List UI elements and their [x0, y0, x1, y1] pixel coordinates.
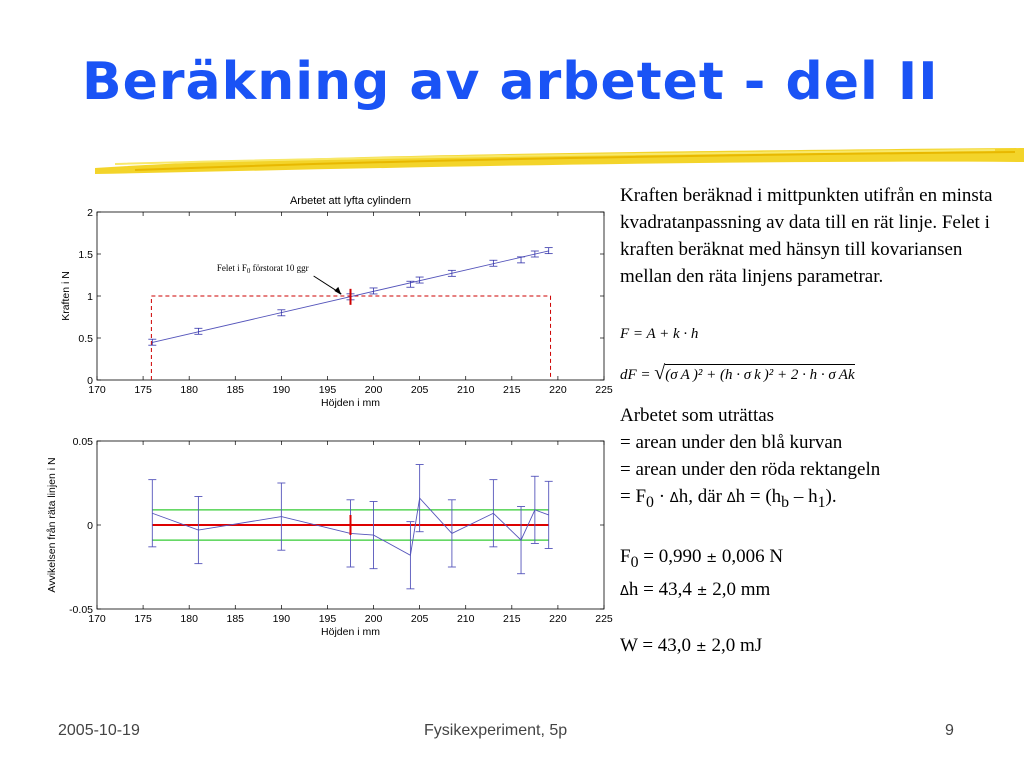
- y-axis-label: Kraften i N: [60, 271, 72, 321]
- w4b: ·: [653, 486, 670, 507]
- y-tick-label: 0.05: [72, 436, 93, 448]
- work-text: [620, 402, 1000, 661]
- formula-error-lhs: dF =: [620, 367, 655, 383]
- w4sub: 0: [646, 493, 654, 511]
- x-tick-label: 215: [503, 384, 521, 396]
- r1a: F: [620, 545, 631, 567]
- y-tick-label: 0.5: [78, 333, 93, 345]
- spacer: [620, 516, 1000, 543]
- w4sub3: 1: [817, 493, 826, 511]
- formula-force: F = A + k · h: [620, 326, 699, 342]
- r3a: W = 43,0: [620, 634, 696, 656]
- w4c: h, där: [678, 486, 727, 507]
- w4f: ).: [825, 486, 837, 507]
- red-rectangle: [151, 296, 550, 380]
- x-tick-label: 190: [272, 384, 291, 396]
- x-axis-label: Höjden i mm: [321, 397, 380, 409]
- work-line-2: = arean under den blå kurvan: [620, 432, 843, 453]
- plus-minus-icon: ±: [706, 550, 718, 566]
- x-tick-label: 185: [226, 613, 245, 625]
- x-tick-label: 175: [134, 613, 152, 625]
- plus-minus-icon: ±: [695, 639, 707, 655]
- chart-title: Arbetet att lyfta cylindern: [289, 195, 412, 207]
- x-tick-label: 170: [88, 384, 106, 396]
- result-height: [620, 576, 1000, 605]
- x-tick-label: 215: [503, 613, 521, 625]
- y-tick-label: 0: [87, 375, 93, 387]
- explanation-text: [620, 182, 1000, 290]
- force-chart: [40, 185, 620, 420]
- r1sub: 0: [630, 553, 639, 571]
- formula-error-body: (σ A )² + (h · σ k )² + 2 · h · σ Ak: [665, 364, 854, 383]
- x-tick-label: 200: [364, 613, 383, 625]
- x-axis-label: Höjden i mm: [321, 626, 380, 638]
- w4a: = F: [620, 486, 647, 507]
- work-line-4: [620, 483, 1000, 516]
- r1c: 0,006 N: [717, 545, 784, 567]
- x-tick-label: 220: [549, 384, 567, 396]
- x-tick-label: 205: [410, 384, 429, 396]
- y-tick-label: 1: [87, 291, 93, 303]
- y-tick-label: 0: [87, 520, 93, 532]
- work-line-3: = arean under den röda rektangeln: [620, 459, 881, 480]
- r2b: h = 43,4: [628, 578, 697, 600]
- footer-course: Fysikexperiment, 5p: [424, 722, 568, 739]
- yellow-brush-underline: [95, 140, 1024, 180]
- r1b: = 0,990: [638, 545, 707, 567]
- x-tick-label: 210: [456, 613, 475, 625]
- sqrt-sign: √: [654, 362, 666, 384]
- x-tick-label: 190: [272, 613, 291, 625]
- footer-date: 2005-10-19: [58, 722, 140, 739]
- r2c: 2,0 mm: [707, 578, 771, 600]
- result-force: [620, 543, 1000, 576]
- x-tick-label: 225: [595, 613, 613, 625]
- x-tick-label: 220: [549, 613, 567, 625]
- x-tick-label: 195: [318, 384, 337, 396]
- x-tick-label: 195: [318, 613, 337, 625]
- explanation-paragraph: Kraften beräknad i mittpunkten utifrån en minsta kvadratanpassning av data till en rät linje. Felet i kraften beräknat med hänsyn till kovariansen mellan den räta linjens parametrar.: [620, 185, 993, 287]
- x-tick-label: 210: [456, 384, 475, 396]
- force-chart-svg: [40, 185, 620, 420]
- x-tick-label: 200: [364, 384, 383, 396]
- delta-icon: Δ: [669, 491, 679, 506]
- x-tick-label: 180: [180, 384, 198, 396]
- x-tick-label: 185: [226, 384, 245, 396]
- annotation-text: Felet i $F_0$ förstorat 10 ggr: [216, 263, 309, 275]
- x-tick-label: 225: [595, 384, 613, 396]
- x-tick-label: 170: [88, 613, 106, 625]
- y-axis-label: Avvikelsen från räta linjen i N: [46, 457, 58, 593]
- x-tick-label: 180: [180, 613, 198, 625]
- x-tick-label: 175: [134, 384, 152, 396]
- w4d: h = (h: [735, 486, 782, 507]
- work-line-1: Arbetet som uträttas: [620, 405, 775, 426]
- slide-title: Beräkning av arbetet - del II: [82, 52, 939, 112]
- w4sub2: b: [781, 493, 790, 511]
- deviation-chart-svg: [40, 432, 620, 647]
- spacer: [620, 605, 1000, 632]
- formula-error: [620, 362, 855, 385]
- w4e: – h: [789, 486, 818, 507]
- y-tick-label: 1.5: [78, 249, 93, 261]
- deviation-chart: [40, 432, 620, 647]
- annotation-arrowhead: [334, 287, 341, 295]
- result-work: [620, 632, 1000, 661]
- x-tick-label: 205: [410, 613, 429, 625]
- y-tick-label: -0.05: [69, 604, 93, 616]
- footer-page-number: 9: [945, 722, 954, 739]
- r3b: 2,0 mJ: [706, 634, 763, 656]
- plus-minus-icon: ±: [696, 583, 708, 599]
- delta-icon: Δ: [620, 583, 629, 599]
- y-tick-label: 2: [87, 207, 93, 219]
- delta-icon: Δ: [726, 491, 736, 506]
